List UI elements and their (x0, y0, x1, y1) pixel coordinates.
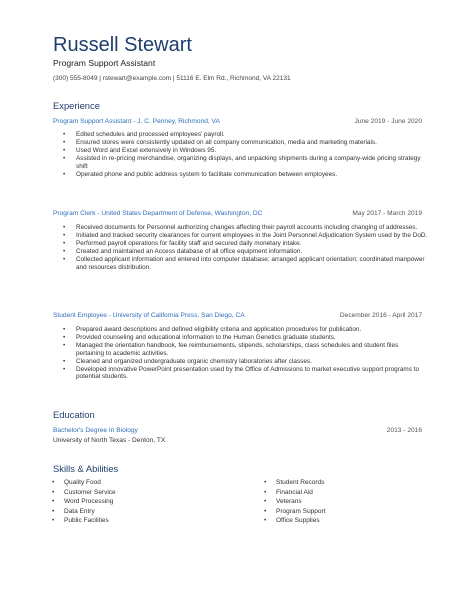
candidate-title: Program Support Assistant (53, 58, 156, 68)
degree: Bachelor's Degree In Biology (53, 427, 138, 434)
job-bullet: • Assisted in re-pricing merchandise, organizing displays, and unpacking shipments during a company-wide pricing strategy shift (76, 155, 428, 171)
job-bullet: • Initiated and tracked security clearances for current employees in the Joint Personnel Adjudication System used by the DoD. (76, 232, 428, 240)
candidate-name: Russell Stewart (53, 34, 192, 56)
skills-heading: Skills & Abilities (53, 463, 119, 474)
skill-item: • Customer Service (64, 488, 214, 498)
skill-item: • Office Supplies (276, 516, 426, 526)
job-bullet: • Created and maintained an Access database of all office equipment information. (76, 248, 428, 256)
job-bullet: • Operated phone and public address system to facilitate communication between employees. (76, 171, 428, 179)
experience-heading: Experience (53, 100, 100, 111)
education-heading: Education (53, 409, 95, 420)
skill-item: • Data Entry (64, 507, 214, 517)
school: University of North Texas - Denton, TX (53, 437, 166, 444)
job-bullets (76, 224, 428, 271)
skills-list-right (276, 478, 426, 526)
education-dates: 2013 - 2016 (386, 427, 422, 434)
skills-list-left (64, 478, 214, 526)
job-title: Program Clerk - United States Department of Defense, Washington, DC (53, 210, 263, 217)
job-bullet: • Received documents for Personnel authorizing changes affecting their payroll accounts including changing of addresses. (76, 224, 428, 232)
job-dates: June 2019 - June 2020 (354, 118, 422, 125)
job-dates: May 2017 - March 2019 (352, 210, 422, 217)
skill-item: • Financial Aid (276, 488, 426, 498)
job-bullet: • Developed innovative PowerPoint presentation used by the Office of Admissions to market executive support programs to potential students. (76, 366, 428, 382)
skill-item: • Veterans (276, 497, 426, 507)
skill-item: • Student Records (276, 478, 426, 488)
job-bullet: • Used Word and Excel extensively in Windows 95. (76, 147, 428, 155)
job-bullet: • Performed payroll operations for facility staff and secured daily monetary intake. (76, 240, 428, 248)
job-title: Program Support Assistant - J. C. Penney, Richmond, VA (53, 118, 220, 125)
skill-item: • Quality Food (64, 478, 214, 488)
job-bullet: • Provided counseling and educational information to the Human Genetics graduate students. (76, 334, 428, 342)
contact-line: (300) 555-8049 | rstewart@example.com | 51116 E. Elm Rd., Richmond, VA 22131 (53, 75, 291, 82)
job-bullet: • Collected applicant information and entered into computer database; arranged applicant orientation; coordinated manpower and resources distribution. (76, 256, 428, 272)
job-bullet: • Managed the orientation handbook, fee reimbursements, stipends, scholarships, class schedules and student files pertaining to academic activities. (76, 342, 428, 358)
job-bullets (76, 326, 428, 381)
job-bullet: • Prepared award descriptions and defined eligibility criteria and application procedures for publication. (76, 326, 428, 334)
skill-item: • Program Support (276, 507, 426, 517)
job-bullet: • Cleaned and organized undergraduate organic chemistry laboratories after classes. (76, 358, 428, 366)
job-bullet: • Ensured stores were consistently updated on all company communication, media and marketing materials. (76, 139, 428, 147)
job-dates: December 2016 - April 2017 (339, 312, 422, 319)
skill-item: • Public Facilities (64, 516, 214, 526)
skill-item: • Word Processing (64, 497, 214, 507)
job-bullet: • Edited schedules and processed employees' payroll. (76, 131, 428, 139)
job-title: Student Employee - University of California Press, San Diego, CA (53, 312, 245, 319)
job-bullets (76, 131, 428, 178)
